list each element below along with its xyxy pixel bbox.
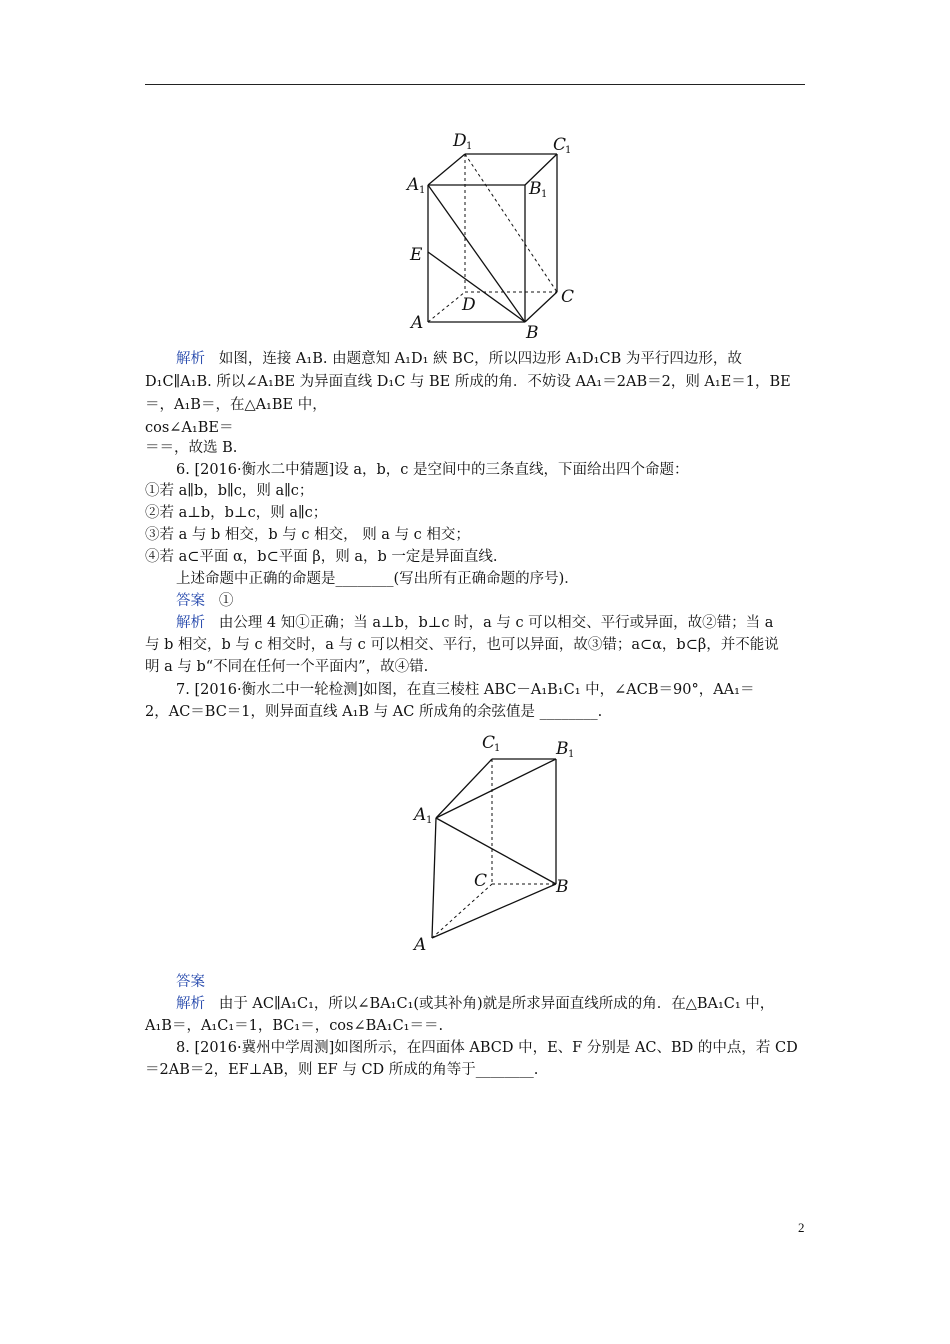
label-B1: B: [556, 739, 569, 759]
label-C1-sub: 1: [494, 743, 501, 754]
q6-answer-label: 答案: [176, 593, 205, 609]
label-D1-sub: 1: [466, 141, 473, 152]
q7-answer-label: [145, 972, 841, 992]
q6-answer: ①: [218, 593, 234, 609]
label-B: B: [556, 877, 569, 897]
q6-ask: 上述命题中正确的命题是________(写出所有正确命题的序号)．: [176, 571, 579, 587]
label-B1-sub: 1: [541, 189, 548, 200]
sol5-line4: cos∠A₁BE＝: [145, 420, 234, 436]
sol5-line2: D₁C∥A₁B. 所以∠A₁BE 为异面直线 D₁C 与 BE 所成的角．不妨设 AA₁＝2AB＝2，则 A₁E＝1，BE: [145, 374, 791, 390]
q6-sol-line3: 明 a 与 b“不同在任何一个平面内”，故④错.: [145, 659, 429, 675]
q6-stem: 6. [2016·衡水二中猜题]设 a，b，c 是空间中的三条直线，下面给出四个命题：: [176, 462, 689, 478]
sol5-line5: ＝＝，故选 B.: [145, 440, 238, 456]
figure-prism-box-svg: [395, 122, 600, 344]
q6-answer-line: [145, 591, 841, 611]
label-A1-sub: 1: [426, 815, 433, 826]
label-A: A: [414, 935, 427, 955]
q7-stem2: 2，AC＝BC＝1，则异面直线 A₁B 与 AC 所成角的余弦值是 ________.: [145, 704, 603, 720]
label-A: A: [411, 313, 424, 333]
sol5-text1: 如图，连接 A₁B. 由题意知 A₁D₁ 綊 BC，所以四边形 A₁D₁CB 为平行四边形，故: [218, 351, 742, 367]
q6-sol-text1: 由公理 4 知①正确；当 a⊥b，b⊥c 时，a 与 c 可以相交、平行或异面，故②错；当 a: [218, 615, 774, 631]
q6-sol-label: 解析: [176, 615, 205, 631]
header-rule: [145, 84, 805, 85]
figure-triangular-prism-svg: [400, 726, 592, 970]
sol5-line1: [145, 349, 810, 369]
q8-stem2: ＝2AB＝2，EF⊥AB，则 EF 与 CD 所成的角等于________.: [145, 1062, 539, 1078]
label-A1-sub: 1: [419, 185, 426, 196]
label-C1: C: [553, 135, 567, 155]
label-D: D: [462, 295, 476, 315]
q7-sol-line1: [145, 994, 841, 1014]
q8-stem1: 8. [2016·冀州中学周测]如图所示，在四面体 ABCD 中，E、F 分别是 AC、BD 的中点，若 CD: [176, 1040, 798, 1056]
label-B1-sub: 1: [568, 749, 575, 760]
q6-sol-line1: [145, 613, 841, 633]
label-D1: D: [453, 131, 467, 151]
label-B: B: [526, 323, 539, 343]
q6-item4: ④若 a⊂平面 α，b⊂平面 β，则 a，b 一定是异面直线.: [145, 549, 498, 565]
q6-item1: ①若 a∥b，b∥c，则 a∥c；: [145, 483, 314, 499]
q7-sol-line2: A₁B＝，A₁C₁＝1，BC₁＝，cos∠BA₁C₁＝＝.: [145, 1018, 444, 1034]
figure-triangular-prism: [400, 726, 592, 970]
q6-sol-line2: 与 b 相交，b 与 c 相交时，a 与 c 可以相交、平行，也可以异面，故③错；a⊂α，b⊂β，并不能说: [145, 637, 779, 653]
label-A1: A: [414, 805, 427, 825]
label-C: C: [561, 287, 575, 307]
page-number: 2: [798, 1220, 805, 1235]
q7-stem1: 7. [2016·衡水二中一轮检测]如图，在直三棱柱 ABC－A₁B₁C₁ 中，∠ACB＝90°，AA₁＝: [176, 682, 755, 698]
figure-prism-box: [395, 122, 600, 344]
label-A1: A: [407, 175, 420, 195]
sol5-label: 解析: [176, 351, 205, 367]
label-C1-sub: 1: [565, 145, 572, 156]
label-C: C: [474, 871, 488, 891]
q7-answer-label-text: 答案: [176, 974, 205, 990]
q6-item2: ②若 a⊥b，b⊥c，则 a∥c；: [145, 505, 328, 521]
q7-sol-text1: 由于 AC∥A₁C₁，所以∠BA₁C₁(或其补角)就是所求异面直线所成的角．在△BA₁C₁ 中，: [218, 996, 775, 1012]
label-E: E: [410, 245, 423, 265]
q6-item3: ③若 a 与 b 相交，b 与 c 相交， 则 a 与 c 相交；: [145, 527, 470, 543]
label-B1: B: [529, 179, 542, 199]
sol5-line3: ＝，A₁B＝，在△A₁BE 中，: [145, 397, 327, 413]
q7-sol-label: 解析: [176, 996, 205, 1012]
label-C1: C: [482, 733, 496, 753]
